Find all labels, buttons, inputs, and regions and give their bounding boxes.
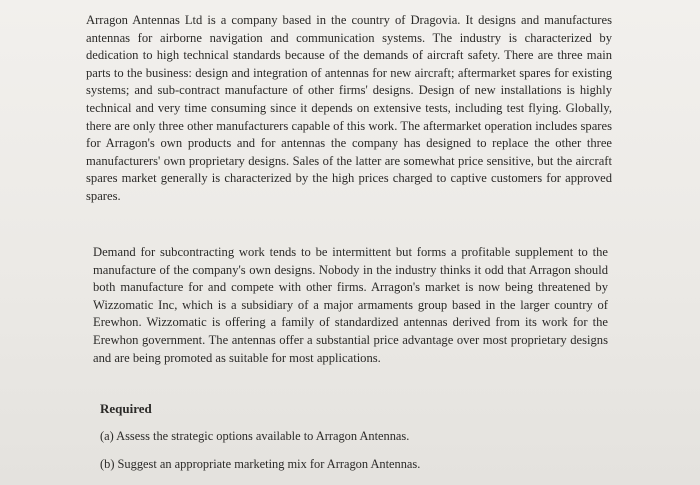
question-a: (a) Assess the strategic options available to Arragon Antennas. <box>100 429 410 443</box>
required-heading: Required <box>100 401 152 416</box>
case-paragraph-2: Demand for subcontracting work tends to be intermittent but forms a profitable supplement to the manufacture of the company's own designs. Nobody in the industry thinks it odd that Arragon should both manufacture for and compete with other firms. Arragon's market is now being threatened by Wizzomatic Inc, which is a subsidiary of a major armaments group based in the larger country of Erewhon. Wizzomatic is offering a family of standardized antennas derived from its work for the Erewhon government. The antennas offer a substantial price advantage over most proprietary designs and are being promoted as suitable for most applications. <box>93 245 608 365</box>
case-paragraph-1: Arragon Antennas Ltd is a company based in the country of Dragovia. It designs and manufactures antennas for airborne navigation and communication systems. The industry is characterized by dedication to high technical standards because of the demands of aircraft safety. There are three main parts to the business: design and integration of antennas for new aircraft; aftermarket spares for existing systems; and sub-contract manufacture of other firms' designs. Design of new installations is highly technical and very time consuming since it depends on extensive tests, including test flying. Globally, there are only three other manufacturers capable of this work. The aftermarket operation includes spares for Arragon's own products and for antennas the company has designed to replace the other three manufacturers' own proprietary designs. Sales of the latter are somewhat price sensitive, but the aircraft spares market generally is characterized by the high prices charged to captive customers for approved spares. <box>86 13 612 203</box>
question-b: (b) Suggest an appropriate marketing mix for Arragon Antennas. <box>100 457 421 471</box>
